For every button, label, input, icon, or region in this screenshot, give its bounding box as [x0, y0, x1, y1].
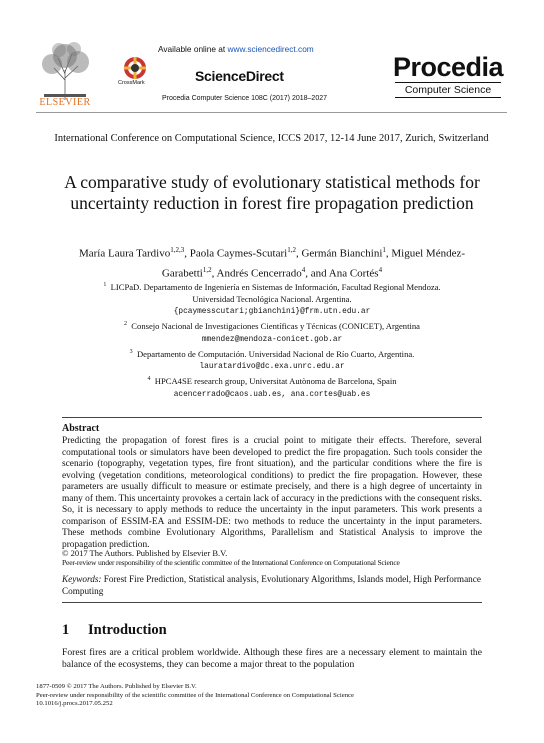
affil-line: LICPaD. Departamento de Ingeniería en Sistemas de Información, Facultad Regional Mendoza. — [110, 281, 441, 292]
author-list: María Laura Tardivo$^{1,2,3}$, Paola Caymes-Scutari$^{1,2}$, Germán Bianchini$^1$, Miguel Méndez-Garabetti$^{1,2}$, Andrés Cencerrado$^4$, and Ana Cortés$^4$ — [78, 246, 466, 280]
footer-doi[interactable]: 10.1016/j.procs.2017.05.252 — [36, 700, 113, 707]
peer-review-line: Peer-review under responsibility of the scientific committee of the International Conference on Computational Science — [62, 558, 400, 567]
affil-number: 4 — [147, 376, 151, 383]
procedia-subtitle: Computer Science — [395, 82, 501, 98]
abstract-heading: Abstract — [62, 423, 100, 434]
header-divider — [36, 112, 507, 113]
affil-number: 3 — [129, 348, 133, 355]
abstract-top-rule — [62, 417, 482, 418]
keywords-label: Keywords: — [62, 574, 102, 584]
abstract-bottom-rule — [62, 602, 482, 603]
author-name: Germán Bianchini — [301, 247, 383, 260]
affil-line: HPCA4SE research group, Universitat Autònoma de Barcelona, Spain — [154, 376, 397, 387]
conference-line: International Conference on Computational Science, ICCS 2017, 12-14 June 2017, Zurich, Switzerland — [54, 133, 489, 144]
available-online-line — [158, 44, 314, 54]
author-affil-sup: 1,2,3 — [170, 246, 185, 254]
affil-line: Consejo Nacional de Investigaciones Científicas y Técnicas (CONICET), Argentina — [131, 321, 420, 332]
copyright-line: © 2017 The Authors. Published by Elsevier B.V. — [62, 548, 228, 558]
available-prefix: Available online at — [158, 44, 228, 54]
affil-line: Universidad Tecnológica Nacional. Argentina. — [192, 293, 352, 304]
affil-email[interactable]: lauratardivo@dc.exa.unrc.edu.ar — [199, 363, 345, 372]
procedia-logo: Procedia — [393, 52, 504, 82]
affiliation-3 — [60, 347, 484, 374]
section-body: Forest fires are a critical problem worldwide. Although these fires are a necessary element to maintain the balance of the ecosystems, they can become a major threat to the population — [62, 647, 482, 671]
affiliation-2 — [60, 319, 484, 346]
footer — [36, 683, 516, 709]
affil-line: Departamento de Computación. Universidad Nacional de Río Cuarto, Argentina. — [136, 348, 415, 359]
keywords — [62, 574, 482, 597]
section-number: 1 — [62, 622, 70, 638]
affiliation-1 — [60, 280, 484, 319]
author-affil-sup: 4 — [301, 265, 306, 274]
author-affil-sup: 1 — [382, 246, 386, 254]
elsevier-tree-logo — [34, 40, 96, 102]
crossmark-label: CrossMark — [118, 80, 145, 86]
sciencedirect-link[interactable]: www.sciencedirect.com — [227, 44, 314, 54]
affil-email[interactable]: mmendez@mendoza-conicet.gob.ar — [201, 335, 343, 344]
author-affil-sup: 1,2 — [287, 246, 296, 254]
section-heading — [62, 622, 167, 639]
affiliation-4 — [60, 374, 484, 401]
footer-peer-review: Peer-review under responsibility of the scientific committee of the International Conference on Computational Science — [36, 691, 354, 699]
author-name: Miguel Méndez-Garabetti — [161, 247, 466, 280]
author-name: and Ana Cortés — [310, 267, 379, 280]
keywords-list: Forest Fire Prediction, Statistical analysis, Evolutionary Algorithms, Islands model, High Performance Computing — [62, 574, 481, 596]
paper-title: A comparative study of evolutionary statistical methods for uncertainty reduction in forest fire propagation prediction — [64, 172, 480, 213]
affil-number: 2 — [124, 321, 127, 328]
section-title: Introduction — [88, 622, 167, 638]
affil-email[interactable]: {pcaymesscutari;gbianchini}@frm.utn.edu.ar — [173, 308, 371, 317]
elsevier-wordmark: ELSEVIER — [39, 97, 91, 108]
affil-number: 1 — [103, 282, 107, 288]
sciencedirect-title: ScienceDirect — [195, 68, 284, 84]
author-name: María Laura Tardivo — [78, 247, 171, 260]
author-name: Andrés Cencerrado — [216, 267, 302, 280]
author-affil-sup: 1,2 — [202, 265, 212, 274]
affil-email[interactable]: acencerrado@caos.uab.es, ana.cortes@uab.es — [173, 390, 371, 399]
abstract-text: Predicting the propagation of forest fires is a crucial point to mitigate their effects. Therefore, several computational tools or simulators have been developed to predict the fire propagation. Such tools consider the scenario (topography, vegetation types, fire front situation), and the particular conditions where the fire is evolving (vegetation conditions, meteorological conditions) to predict the fire propagation. However, these parameters are usually difficult to measure or estimate precisely, and there is a high degree of uncertainty in many of them. This uncertainty provokes a certain lack of accuracy in the predictions with the consequent risks. So, it is necessary to apply methods to reduce the uncertainty in the input parameters. This work presents a comparison of ESSIM-EA and ESSIM-DE: two methods to reduce the uncertainty in the input parameters. These methods combine Evolutionary Algorithms, Parallelism and Statistical Analysis to improve the propagation prediction. — [62, 436, 482, 550]
crossmark-icon[interactable] — [120, 55, 150, 83]
author-name: Paola Caymes-Scutari — [189, 247, 288, 260]
affiliations — [60, 280, 484, 402]
author-affil-sup: 4 — [378, 265, 383, 274]
journal-citation: Procedia Computer Science 108C (2017) 2018–2027 — [162, 95, 327, 102]
footer-issn: 1877-0509 © 2017 The Authors. Published by Elsevier B.V. — [36, 683, 197, 690]
